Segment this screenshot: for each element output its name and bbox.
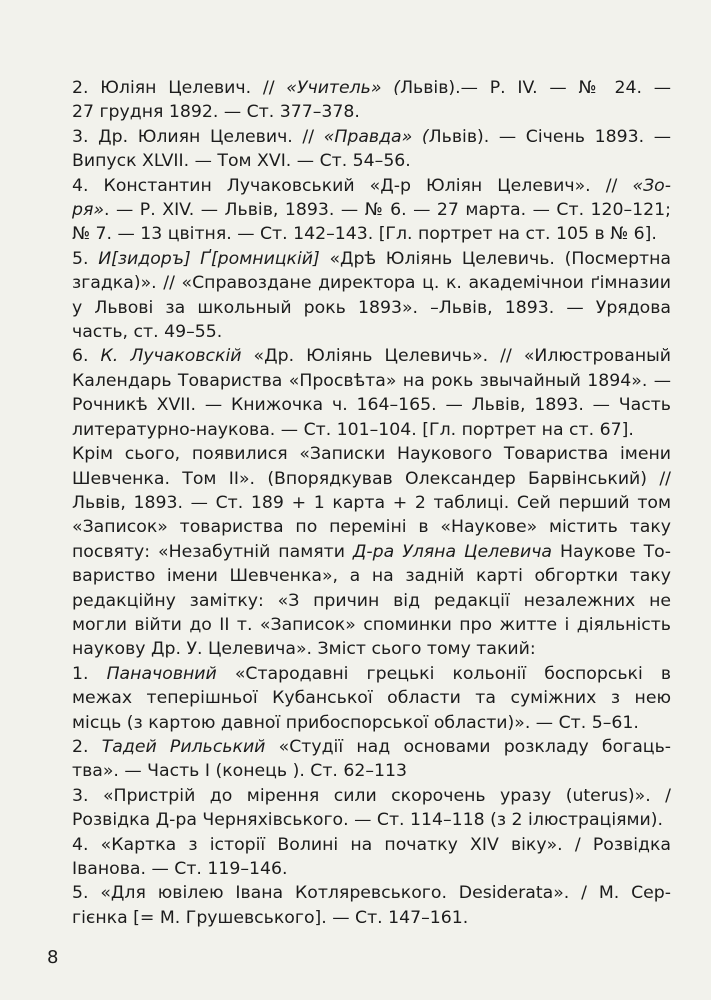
text-segment: литературно-наукова. — Ст. 101–104. [Гл. портрет на ст. 67]. [72,419,634,440]
text-segment: Львів). — Січень 1893. — [428,126,671,147]
paragraph [47,833,671,882]
text-line [47,491,671,515]
text-line [47,296,671,320]
text-line [47,589,671,613]
paragraph [47,784,671,833]
text-line [47,613,671,637]
text-segment: редакційну замітку: «З причин від редакції незалежних не [72,590,671,611]
text-segment: «Стародавні грецькі кольонії боспорські в [216,663,671,684]
paragraph [47,174,671,247]
text-line [47,808,671,832]
text-segment: згадка)». // «Справоздане директора ц. к. академічнои ґімназии [72,273,671,294]
text-line [47,76,671,100]
text-line [47,784,671,808]
text-line [47,467,671,491]
text-segment: 5. [72,248,99,269]
text-segment: Шевченка. Том II». (Впорядкував Олександер Барвінський) // [72,468,671,489]
paragraph [47,881,671,930]
text-segment: вариство імени Шевченка», а на задній карті обгортки таку [72,566,671,587]
text-segment: Календарь Товариства «Просвѣта» на рокь звычайный 1894». — [72,370,671,391]
text-segment: 3. «Пристрій до мірення сили скорочень уразу (uterus)». / [72,785,671,806]
text-line [47,515,671,539]
text-segment: Крім сього, появилися «Записки Наукового Товариства імени [72,444,671,465]
text-line [47,833,671,857]
text-line [47,662,671,686]
text-segment: 3. Др. Юлиян Целевич. // [72,126,324,147]
text-segment: «Записок» товариства по переміні в «Наукове» містить таку [72,517,671,538]
text-segment: . — Р. XIV. — Львів, 1893. — № 6. — 27 марта. — Ст. 120–121; [104,200,671,221]
text-segment: Наукове То- [552,541,671,562]
italic-text: К. Лучаковскій [100,346,242,367]
text-line [47,711,671,735]
paragraph [47,442,671,662]
page-number: 8 [47,947,59,968]
italic-text: Паначовний [106,663,217,684]
text-line [47,857,671,881]
italic-text: «Правда» ( [323,126,429,147]
paragraph [47,76,671,125]
text-segment: 2. Юліян Целевич. // [72,78,287,98]
italic-text: ря» [72,200,105,221]
text-segment: місць (з картою давної прибоспорської области)». — Ст. 5–61. [72,712,639,733]
text-segment: Іванова. — Ст. 119–146. [72,859,288,879]
text-line [47,100,671,124]
text-line [47,222,671,246]
text-line [47,564,671,588]
italic-text: «Учитель» ( [286,78,401,98]
text-segment: тва». — Часть I (конець ). Ст. 62–113 [72,761,408,782]
text-segment: у Львові за школьный рокь 1893». –Львів, 1893. — Урядова [72,297,671,318]
text-line [47,540,671,564]
paragraph [47,344,671,442]
text-segment: часть, ст. 49–55. [72,322,223,343]
italic-text: Д-ра Уляна Целевича [352,541,552,562]
italic-text: «Зо- [632,175,671,196]
text-line [47,369,671,393]
text-line [47,125,671,149]
text-line [47,637,671,661]
paragraph [47,735,671,784]
paragraph [47,125,671,174]
text-segment: межах теперішньої Кубанської области та суміжних з нею [72,688,671,709]
text-segment: 1. [72,663,107,684]
text-line [47,686,671,710]
text-segment: № 7. — 13 цвітня. — Ст. 142–143. [Гл. портрет на ст. 105 в № 6]. [72,224,657,245]
text-segment: 5. «Для ювілею Івана Котляревського. Desiderata». / М. Сер- [72,883,671,904]
text-segment: Рочникѣ XVII. — Книжочка ч. 164–165. — Львів, 1893. — Часть [72,395,671,416]
text-segment: наукову Др. У. Целевича». Зміст сього тому такий: [72,639,536,660]
text-line [47,320,671,344]
text-segment: гієнка [= М. Грушевського]. — Ст. 147–161. [72,907,469,928]
italic-text: Тадей Рильський [101,736,266,757]
text-line [47,881,671,905]
text-segment: посвяту: «Незабутній памяти [72,541,353,562]
text-line [47,735,671,759]
text-line [47,344,671,368]
text-segment: Випуск XLVII. — Том XVI. — Ст. 54–56. [72,151,411,172]
text-segment: могли війти до II т. «Записок» споминки про житте і діяльність [72,614,671,635]
text-line [47,198,671,222]
text-line [47,271,671,295]
text-line [47,906,671,930]
text-line [47,393,671,417]
text-segment: «Др. Юліянь Целевичь». // «Илюстрованый [241,346,671,367]
text-segment: «Студії над основами розкладу богаць- [265,736,671,757]
text-line [47,418,671,442]
text-segment: 4. Константин Лучаковський «Д-р Юліян Целевич». // [72,175,633,196]
text-line [47,149,671,173]
text-segment: 6. [72,346,101,367]
paragraph [47,247,671,345]
text-segment: «Дрѣ Юліянь Целевичь. (Посмертна [319,248,671,269]
paragraph [47,662,671,735]
text-line [47,759,671,783]
text-segment: 4. «Картка з історії Волині на початку XIV віку». / Розвідка [72,834,671,855]
page-body [47,76,671,930]
text-line [47,174,671,198]
text-segment: Львів, 1893. — Ст. 189 + 1 карта + 2 таблиці. Сей перший том [72,492,671,513]
text-segment: Розвідка Д-ра Черняхівського. — Ст. 114–118 (з 2 ілюстраціями). [72,810,664,831]
text-segment: 2. [72,736,102,757]
text-segment: 27 грудня 1892. — Ст. 377–378. [72,102,360,123]
italic-text: И[зидоръ] Ґ[ромницкій] [98,248,320,269]
text-line [47,247,671,271]
text-line [47,442,671,466]
text-segment: Львів).— Р. IV. — № 24. — [400,78,672,98]
